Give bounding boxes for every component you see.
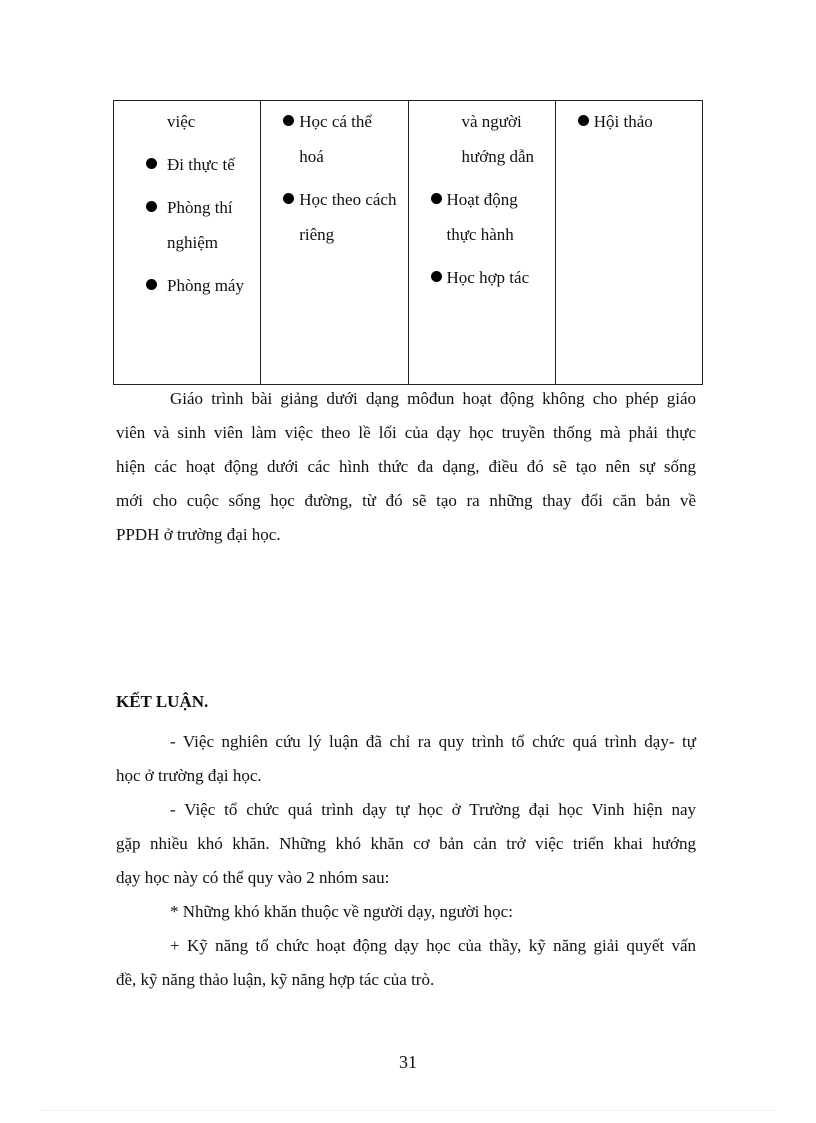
activity-table [113, 100, 703, 385]
conclusion-paragraph: - Việc nghiên cứu lý luận đã chỉ ra quy trình tổ chức quá trình dạy- tự [170, 732, 696, 751]
list-item: Phòng máy [122, 268, 252, 303]
table-column-3 [409, 101, 556, 384]
table-cell-continuation: và người hướng dẫn [461, 112, 534, 166]
list-item: Học cá thể hoá [269, 104, 399, 174]
conclusion-paragraph: + Kỹ năng tổ chức hoạt động dạy học của thầy, kỹ năng giải quyết vấn [170, 936, 696, 955]
list-item: Hội thảo [564, 104, 694, 139]
conclusion-paragraph: - Việc tổ chức quá trình dạy tự học ở Trường đại học Vinh hiện nay [170, 800, 696, 819]
table-column-1 [114, 101, 261, 384]
bullet-icon [146, 279, 157, 290]
list-item: Học theo cách riêng [269, 182, 399, 252]
bullet-icon [431, 193, 442, 204]
paragraph-body: Giáo trình bài giảng dưới dạng môđun hoạt động không cho phép giáo viên và sinh viên làm việc theo lề lối của dạy học truyền thống mà phải thực hiện các hoạt động dưới các hình thức đa dạng, điều đó sẽ tạo nên sự sống mới cho cuộc sống học đường, từ đó sẽ tạo ra những thay đổi căn bản về PPDH ở trường đại học. [116, 389, 696, 544]
table-column-2 [261, 101, 408, 384]
page-number: 31 [399, 1052, 417, 1072]
list-item: Hoạt động thực hành [417, 182, 547, 252]
table-column-4 [556, 101, 702, 384]
list-item: Đi thực tế [122, 147, 252, 182]
list-item: Học hợp tác [417, 260, 547, 295]
footer-divider [40, 1110, 776, 1111]
bullet-icon [283, 115, 294, 126]
bullet-icon [146, 158, 157, 169]
conclusion-body: - Việc nghiên cứu lý luận đã chỉ ra quy trình tổ chức quá trình dạy- tự học ở trường đại học. - Việc tổ chức quá trình dạy tự học ở Trường đại học Vinh hiện nay gặp nhiều khó khăn. Những khó khăn cơ bản cản trở việc triển khai hướng dạy học này có thể quy vào 2 nhóm sau: * Những khó khăn thuộc về người dạy, người học: + Kỹ năng tổ chức hoạt động dạy học của thầy, kỹ năng giải quyết vấn đề, kỹ năng thảo luận, kỹ năng hợp tác của trò. [116, 725, 696, 997]
bullet-icon [146, 201, 157, 212]
table-cell-continuation: việc [167, 112, 196, 131]
bullet-icon [578, 115, 589, 126]
bullet-icon [283, 193, 294, 204]
conclusion-paragraph: * Những khó khăn thuộc về người dạy, người học: [170, 902, 513, 921]
section-heading: KẾT LUẬN. [116, 692, 209, 711]
list-item: Phòng thí nghiệm [122, 190, 252, 260]
bullet-icon [431, 271, 442, 282]
